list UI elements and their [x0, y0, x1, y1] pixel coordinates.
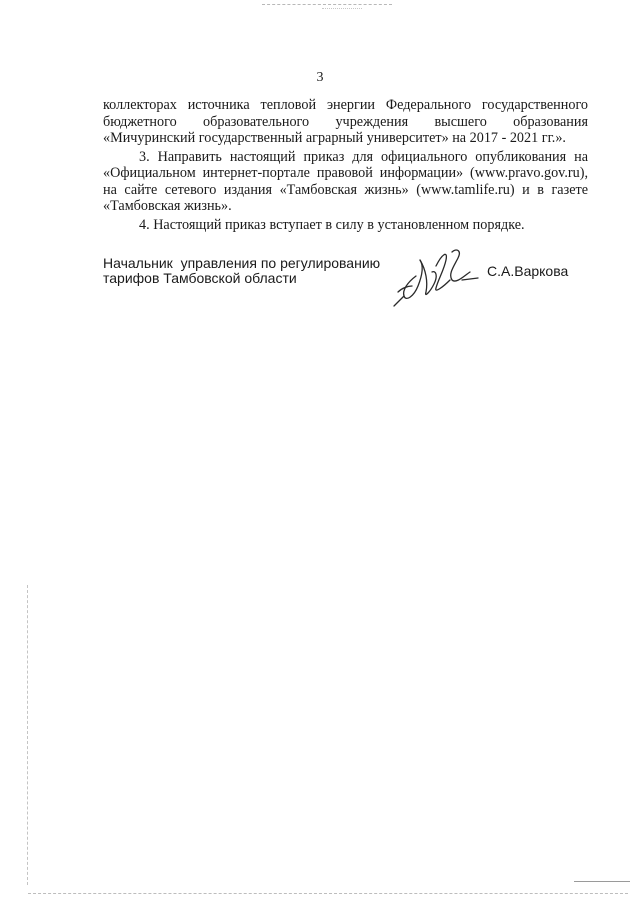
- paragraph-item-3: 3. Направить настоящий приказ для официального опубликования на «Официальном интернет-портале правовой информации» (www.pravo.gov.ru), на сайте сетевого издания «Тамбовская жизнь» (www.tamlife.ru) и в газете «Тамбовская жизнь».: [103, 148, 588, 214]
- paragraph-item-4: 4. Настоящий приказ вступает в силу в установленном порядке.: [139, 216, 525, 233]
- signature-block: [103, 256, 583, 306]
- signer-position-line-1: Начальник управления по регулированию: [103, 255, 381, 271]
- scan-artifact-top-2: [322, 8, 362, 10]
- scan-artifact-top: [262, 4, 392, 6]
- document-body: [103, 97, 588, 233]
- scan-artifact-bottom-right: [574, 881, 630, 883]
- paragraph-continuation: коллекторах источника тепловой энергии Федерального государственного бюджетного образовательного учреждения высшего образования «Мичуринский государственный аграрный университет» на 2017 - 2021 гг.».: [103, 97, 588, 146]
- scan-artifact-margin: [27, 585, 29, 885]
- signer-name: С.А.Варкова: [487, 263, 569, 279]
- scan-artifact-bottom: [28, 893, 628, 895]
- signer-position: [103, 256, 380, 286]
- handwritten-signature: [386, 246, 486, 308]
- page-number: 3: [316, 70, 324, 85]
- signer-position-line-2: тарифов Тамбовской области: [103, 270, 297, 286]
